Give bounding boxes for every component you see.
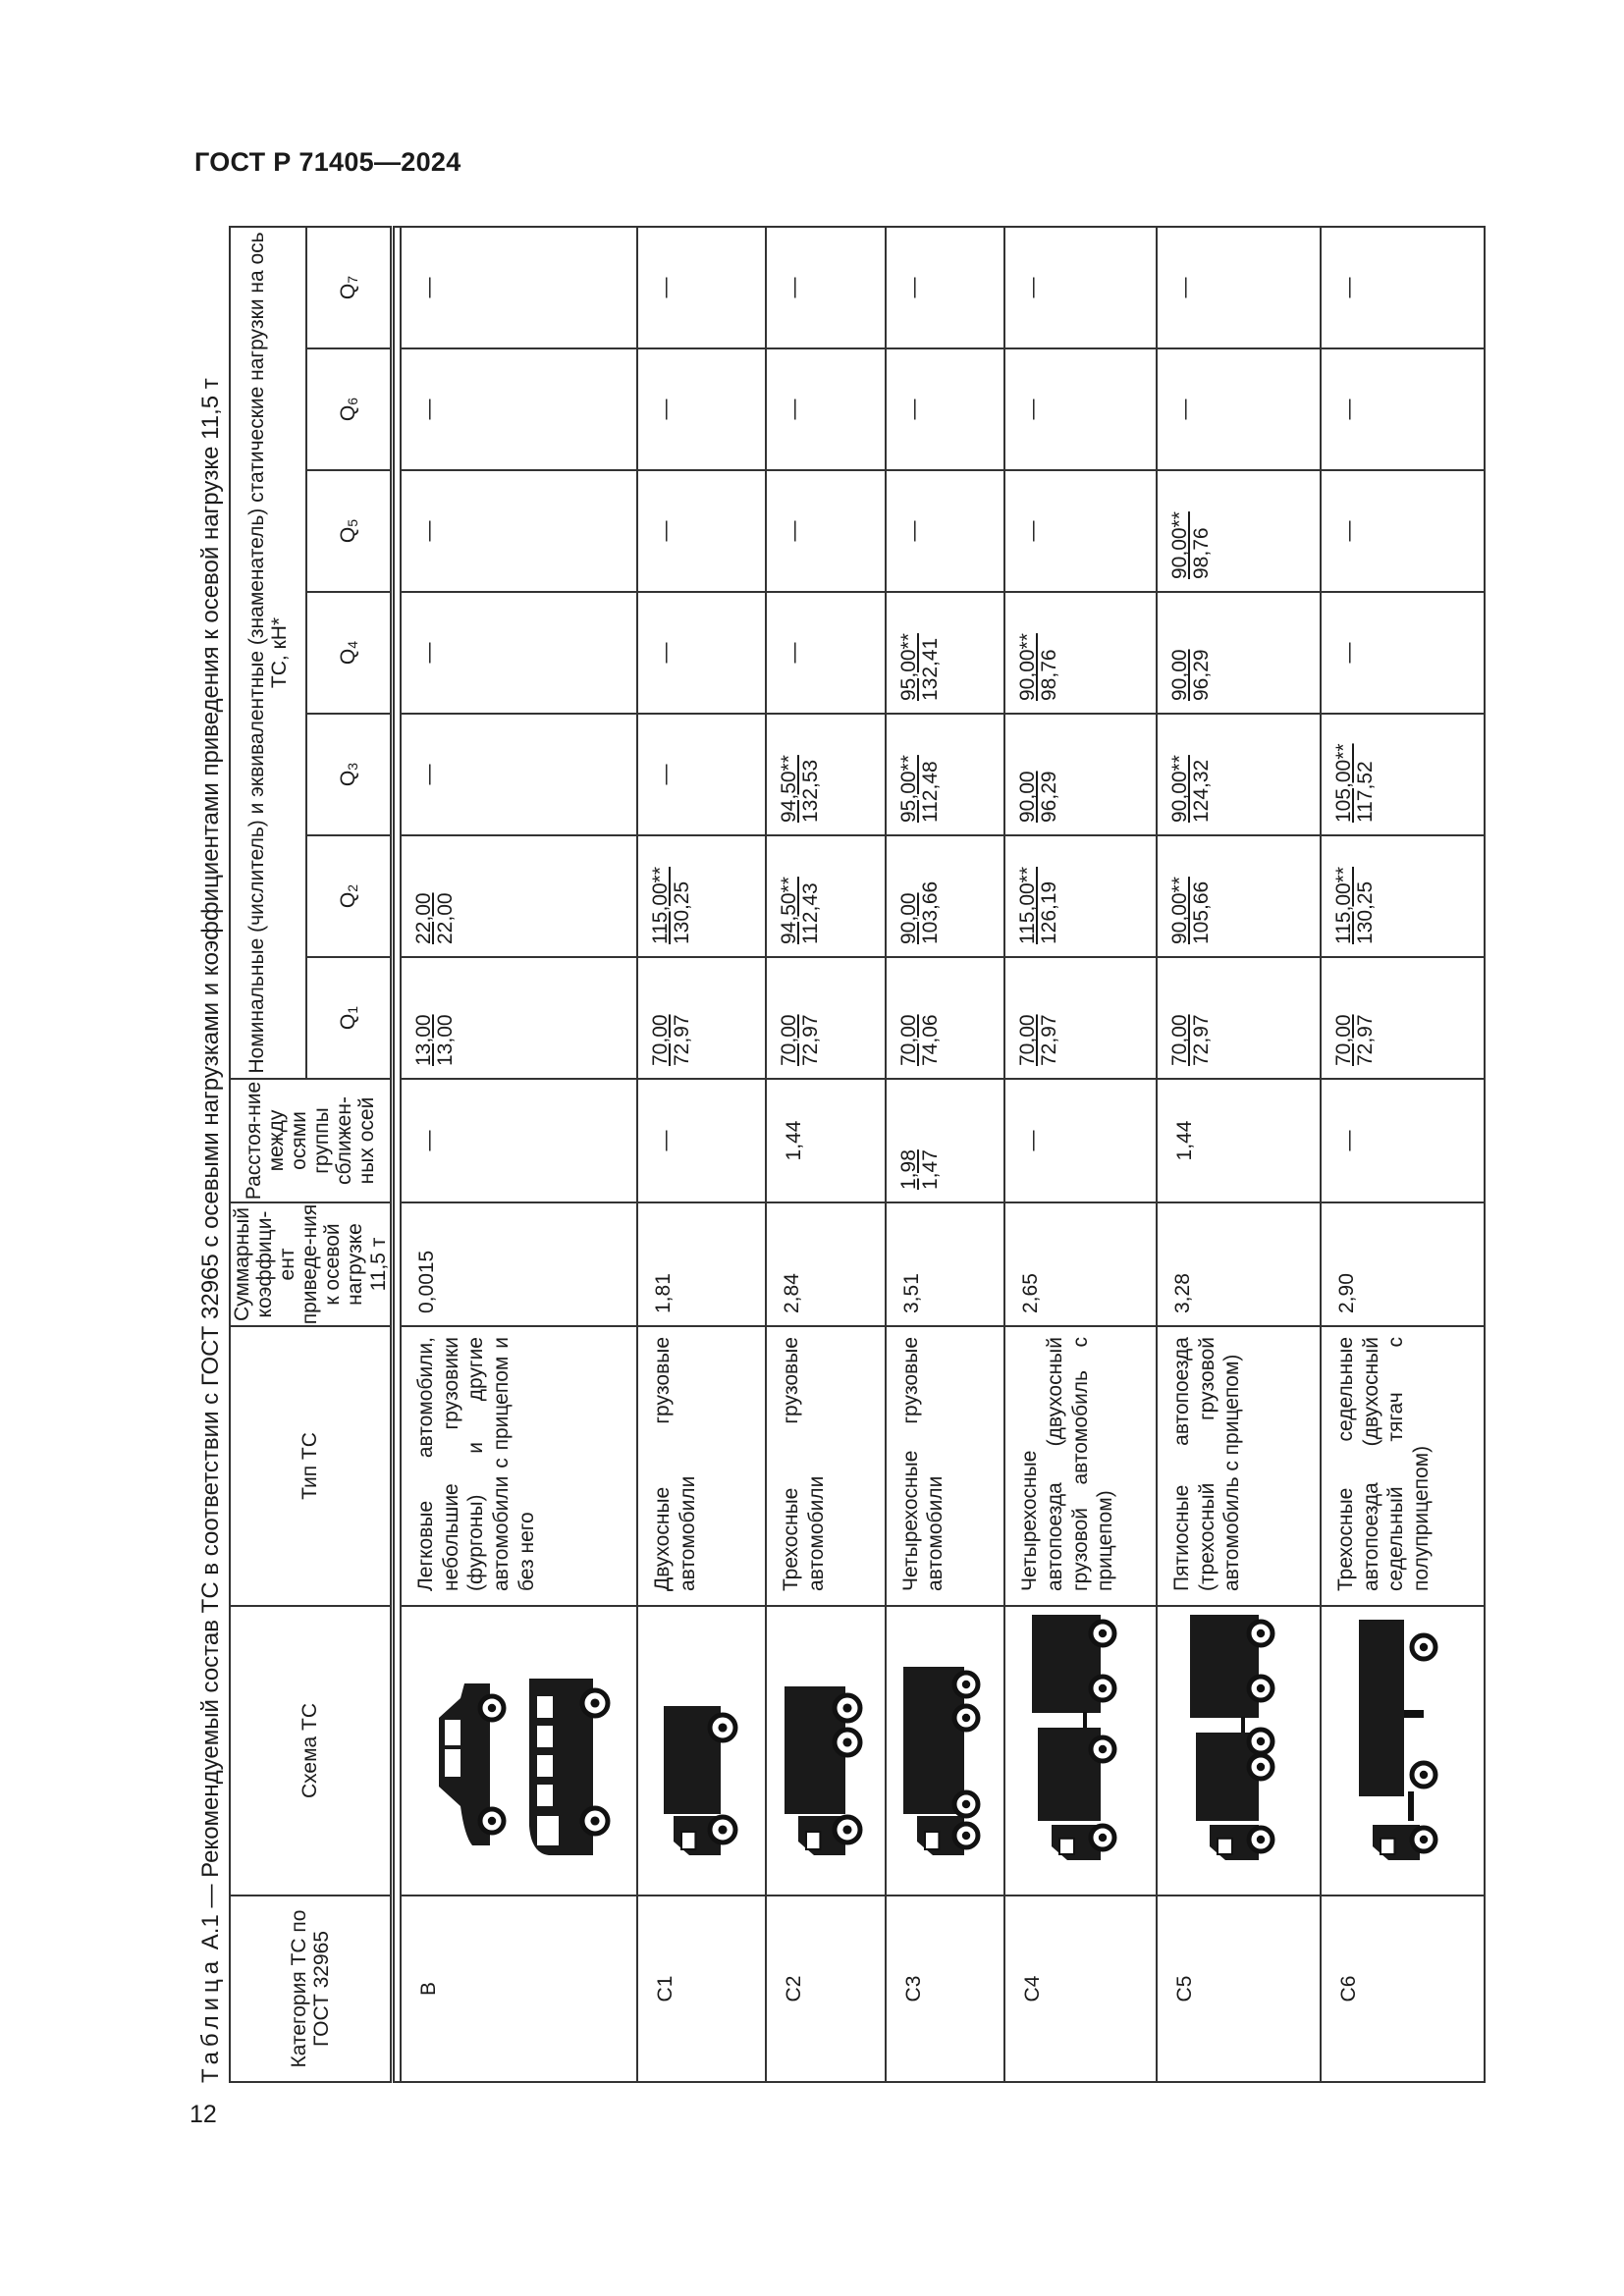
cell-type: Трехосные седельные автопоезда (двухосный седельный тягач с полуприцепом) — [1321, 1326, 1485, 1606]
q3-denominator: 96,29 — [1038, 771, 1061, 823]
rotated-table-frame — [194, 228, 1432, 2083]
cell-category: С2 — [766, 1896, 886, 2082]
q2-numerator: 90,00 — [896, 892, 920, 944]
q4-value: — — [783, 642, 806, 664]
cell-coef: 0,0015 — [401, 1202, 637, 1326]
q7-value: — — [783, 277, 806, 298]
cell-type: Пятиосные автопоезда (трехосный грузовой автомобиль с прицепом) — [1157, 1326, 1321, 1606]
q3-numerator: 95,00** — [896, 755, 920, 823]
q2-denominator: 112,43 — [799, 882, 823, 944]
q5-value: — — [1021, 520, 1045, 542]
cell-q7 — [1004, 227, 1157, 348]
q1-numerator: 13,00 — [412, 1014, 436, 1066]
cell-coef: 2,65 — [1004, 1202, 1157, 1326]
cell-q1 — [637, 957, 766, 1079]
cell-q6 — [637, 348, 766, 470]
cell-q2 — [886, 835, 1005, 957]
q1-denominator: 72,97 — [1190, 1014, 1214, 1066]
cell-type: Двухосные грузовые автомобили — [637, 1326, 766, 1606]
q4-value: — — [417, 642, 441, 664]
cell-q2 — [637, 835, 766, 957]
q3-denominator: 117,52 — [1354, 761, 1378, 823]
cell-q7 — [1321, 227, 1485, 348]
q7-value: — — [901, 277, 925, 298]
cell-q6 — [766, 348, 886, 470]
table-row — [401, 227, 637, 2082]
q3-value: — — [417, 764, 441, 785]
q7-value: — — [417, 277, 441, 298]
cell-type: Четырехосные автопоезда (двухосный грузовой автомобиль с прицепом) — [1004, 1326, 1157, 1606]
q6-value: — — [1021, 399, 1045, 420]
cell-scheme — [401, 1606, 637, 1896]
cell-q3 — [766, 714, 886, 835]
col-header-q6: $Q_6$ — [306, 348, 392, 470]
q2-numerator: 90,00** — [1168, 877, 1192, 944]
cell-q2 — [1004, 835, 1157, 957]
cell-q7 — [766, 227, 886, 348]
q2-numerator: 115,00** — [1016, 866, 1040, 944]
cell-distance — [401, 1079, 637, 1202]
q4-value: — — [653, 642, 677, 664]
distance-value: — — [1337, 1130, 1361, 1151]
col-header-q7: $Q_7$ — [306, 227, 392, 348]
q2-denominator: 103,66 — [918, 881, 942, 944]
cell-coef: 1,81 — [637, 1202, 766, 1326]
caption-prefix: Таблица — [197, 1955, 224, 2083]
col-header-q1: $Q_1$ — [306, 957, 392, 1079]
cell-type: Четырехосные грузовые автомобили — [886, 1326, 1005, 1606]
q6-value: — — [1337, 399, 1361, 420]
q5-value: — — [1337, 520, 1361, 542]
cell-category: С6 — [1321, 1896, 1485, 2082]
page-number: 12 — [189, 2101, 217, 2128]
cell-scheme — [1157, 1606, 1321, 1896]
q6-value: — — [783, 399, 806, 420]
distance-value: — — [1021, 1130, 1045, 1151]
col-header-q5: $Q_5$ — [306, 470, 392, 592]
q2-denominator: 126,19 — [1038, 881, 1061, 944]
cell-q5 — [886, 470, 1005, 592]
cell-type: Трехосные грузовые автомобили — [766, 1326, 886, 1606]
cell-q7 — [637, 227, 766, 348]
cell-q1 — [886, 957, 1005, 1079]
caption-text: А.1 — Рекомендуемый состав ТС в соответствии с ГОСТ 32965 с осевыми нагрузками и коэффициентами приведения к осевой нагрузке 11,5 т — [197, 378, 224, 1956]
cell-q3 — [1004, 714, 1157, 835]
four-axle-road-train-icon — [1022, 1607, 1140, 1895]
cell-q7 — [886, 227, 1005, 348]
cell-scheme — [1321, 1606, 1485, 1896]
cell-q5 — [1321, 470, 1485, 592]
cell-coef: 3,51 — [886, 1202, 1005, 1326]
cell-category: С4 — [1004, 1896, 1157, 2082]
q7-value: — — [1021, 277, 1045, 298]
cell-q7 — [1157, 227, 1321, 348]
cell-q5 — [401, 470, 637, 592]
cell-q6 — [1321, 348, 1485, 470]
cell-q2 — [1157, 835, 1321, 957]
cell-q1 — [1157, 957, 1321, 1079]
cell-q3 — [637, 714, 766, 835]
vehicle-composition-table — [229, 226, 1486, 2083]
two-axle-truck-icon — [652, 1607, 750, 1895]
header-separator — [392, 227, 401, 2082]
distance-value: 1,44 — [783, 1120, 806, 1161]
cell-q6 — [886, 348, 1005, 470]
cell-q4 — [401, 592, 637, 714]
cell-q4 — [766, 592, 886, 714]
cell-q6 — [401, 348, 637, 470]
cell-q3 — [1157, 714, 1321, 835]
document-header: ГОСТ Р 71405—2024 — [194, 147, 461, 177]
q5-value: — — [653, 520, 677, 542]
q2-denominator: 130,25 — [670, 881, 693, 944]
col-header-distance: Расстоя-ние между осями группы сближен-ных осей — [230, 1079, 392, 1202]
q3-denominator: 112,48 — [918, 761, 942, 823]
cell-q4 — [1157, 592, 1321, 714]
q1-denominator: 72,97 — [799, 1014, 823, 1066]
col-header-type: Тип ТС — [230, 1326, 392, 1606]
cell-distance — [637, 1079, 766, 1202]
cell-distance — [766, 1079, 886, 1202]
q3-numerator: 90,00** — [1168, 755, 1192, 823]
col-header-q4: $Q_4$ — [306, 592, 392, 714]
col-header-coef: Суммарный коэффици-ент приведе-ния к осевой нагрузке 11,5 т — [230, 1202, 392, 1326]
q4-denominator: 132,41 — [918, 637, 942, 701]
four-axle-truck-icon — [895, 1607, 994, 1895]
cell-scheme — [1004, 1606, 1157, 1896]
table-row — [1157, 227, 1321, 2082]
cell-q6 — [1004, 348, 1157, 470]
car-and-van-icon — [421, 1607, 618, 1895]
cell-q5 — [637, 470, 766, 592]
distance-numerator: 1,98 — [896, 1149, 920, 1190]
cell-q5 — [766, 470, 886, 592]
q1-numerator: 70,00 — [896, 1014, 920, 1066]
col-header-q3: $Q_3$ — [306, 714, 392, 835]
q1-numerator: 70,00 — [1332, 1014, 1356, 1066]
cell-q6 — [1157, 348, 1321, 470]
q2-numerator: 115,00** — [1332, 866, 1356, 944]
q1-denominator: 72,97 — [670, 1014, 693, 1066]
cell-q2 — [766, 835, 886, 957]
q3-numerator: 90,00 — [1016, 771, 1040, 823]
q5-denominator: 98,76 — [1190, 527, 1214, 579]
cell-q2 — [1321, 835, 1485, 957]
distance-value: 1,44 — [1173, 1120, 1197, 1161]
cell-q4 — [637, 592, 766, 714]
table-body — [392, 227, 1485, 2082]
q2-denominator: 105,66 — [1190, 881, 1214, 944]
cell-distance — [1157, 1079, 1321, 1202]
q5-value: — — [783, 520, 806, 542]
q6-value: — — [1173, 399, 1197, 420]
q2-numerator: 22,00 — [412, 892, 436, 944]
cell-q3 — [886, 714, 1005, 835]
q1-numerator: 70,00 — [1168, 1014, 1192, 1066]
cell-distance — [1321, 1079, 1485, 1202]
cell-scheme — [766, 1606, 886, 1896]
q5-numerator: 90,00** — [1168, 511, 1192, 579]
cell-distance — [1004, 1079, 1157, 1202]
q7-value: — — [1173, 277, 1197, 298]
cell-type: Легковые автомобили, небольшие грузовики (фургоны) и другие автомобили с прицепом и без него — [401, 1326, 637, 1606]
q6-value: — — [417, 399, 441, 420]
three-axle-truck-icon — [777, 1607, 875, 1895]
five-axle-road-train-icon — [1180, 1607, 1298, 1895]
cell-q4 — [886, 592, 1005, 714]
col-header-category: Категория ТС по ГОСТ 32965 — [230, 1896, 392, 2082]
cell-q1 — [401, 957, 637, 1079]
table-row — [766, 227, 886, 2082]
q1-denominator: 72,97 — [1038, 1014, 1061, 1066]
table-caption — [194, 228, 228, 2083]
q1-denominator: 13,00 — [434, 1014, 458, 1066]
q1-numerator: 70,00 — [648, 1014, 672, 1066]
q3-numerator: 105,00** — [1332, 743, 1356, 823]
cell-q1 — [766, 957, 886, 1079]
distance-value: — — [417, 1130, 441, 1151]
q5-value: — — [417, 520, 441, 542]
q4-value: — — [1337, 642, 1361, 664]
cell-q2 — [401, 835, 637, 957]
q2-numerator: 94,50** — [778, 877, 801, 944]
q7-value: — — [1337, 277, 1361, 298]
col-header-scheme: Схема ТС — [230, 1606, 392, 1896]
cell-q5 — [1157, 470, 1321, 592]
cell-coef: 2,90 — [1321, 1202, 1485, 1326]
q1-denominator: 74,06 — [918, 1014, 942, 1066]
semitrailer-truck-icon — [1349, 1607, 1457, 1895]
cell-q1 — [1004, 957, 1157, 1079]
cell-coef: 2,84 — [766, 1202, 886, 1326]
distance-value: — — [653, 1130, 677, 1151]
cell-category: В — [401, 1896, 637, 2082]
table-row — [1004, 227, 1157, 2082]
table-row — [1321, 227, 1485, 2082]
q7-value: — — [653, 277, 677, 298]
q4-numerator: 90,00** — [1016, 633, 1040, 701]
cell-category: С1 — [637, 1896, 766, 2082]
q3-denominator: 132,53 — [799, 759, 823, 823]
q3-value: — — [653, 764, 677, 785]
cell-q4 — [1321, 592, 1485, 714]
q5-value: — — [901, 520, 925, 542]
cell-distance — [886, 1079, 1005, 1202]
q4-denominator: 96,29 — [1190, 649, 1214, 701]
table-row — [886, 227, 1005, 2082]
q4-numerator: 95,00** — [896, 633, 920, 701]
q4-numerator: 90,00 — [1168, 649, 1192, 701]
cell-q3 — [1321, 714, 1485, 835]
q2-numerator: 115,00** — [648, 866, 672, 944]
q6-value: — — [901, 399, 925, 420]
table-row — [637, 227, 766, 2082]
q2-denominator: 130,25 — [1354, 881, 1378, 944]
cell-q3 — [401, 714, 637, 835]
cell-q5 — [1004, 470, 1157, 592]
cell-q1 — [1321, 957, 1485, 1079]
cell-category: С5 — [1157, 1896, 1321, 2082]
col-header-loads: Номинальные (числитель) и эквивалентные (знаменатель) статические нагрузки на ось ТС, кН* — [230, 227, 306, 1079]
q1-numerator: 70,00 — [778, 1014, 801, 1066]
q2-denominator: 22,00 — [434, 892, 458, 944]
q3-denominator: 124,32 — [1190, 759, 1214, 823]
distance-denominator: 1,47 — [918, 1149, 942, 1190]
q1-denominator: 72,97 — [1354, 1014, 1378, 1066]
q3-numerator: 94,50** — [778, 755, 801, 823]
cell-scheme — [637, 1606, 766, 1896]
q4-denominator: 98,76 — [1038, 649, 1061, 701]
cell-coef: 3,28 — [1157, 1202, 1321, 1326]
q1-numerator: 70,00 — [1016, 1014, 1040, 1066]
cell-q4 — [1004, 592, 1157, 714]
cell-q7 — [401, 227, 637, 348]
q6-value: — — [653, 399, 677, 420]
cell-scheme — [886, 1606, 1005, 1896]
cell-category: С3 — [886, 1896, 1005, 2082]
col-header-q2: $Q_2$ — [306, 835, 392, 957]
